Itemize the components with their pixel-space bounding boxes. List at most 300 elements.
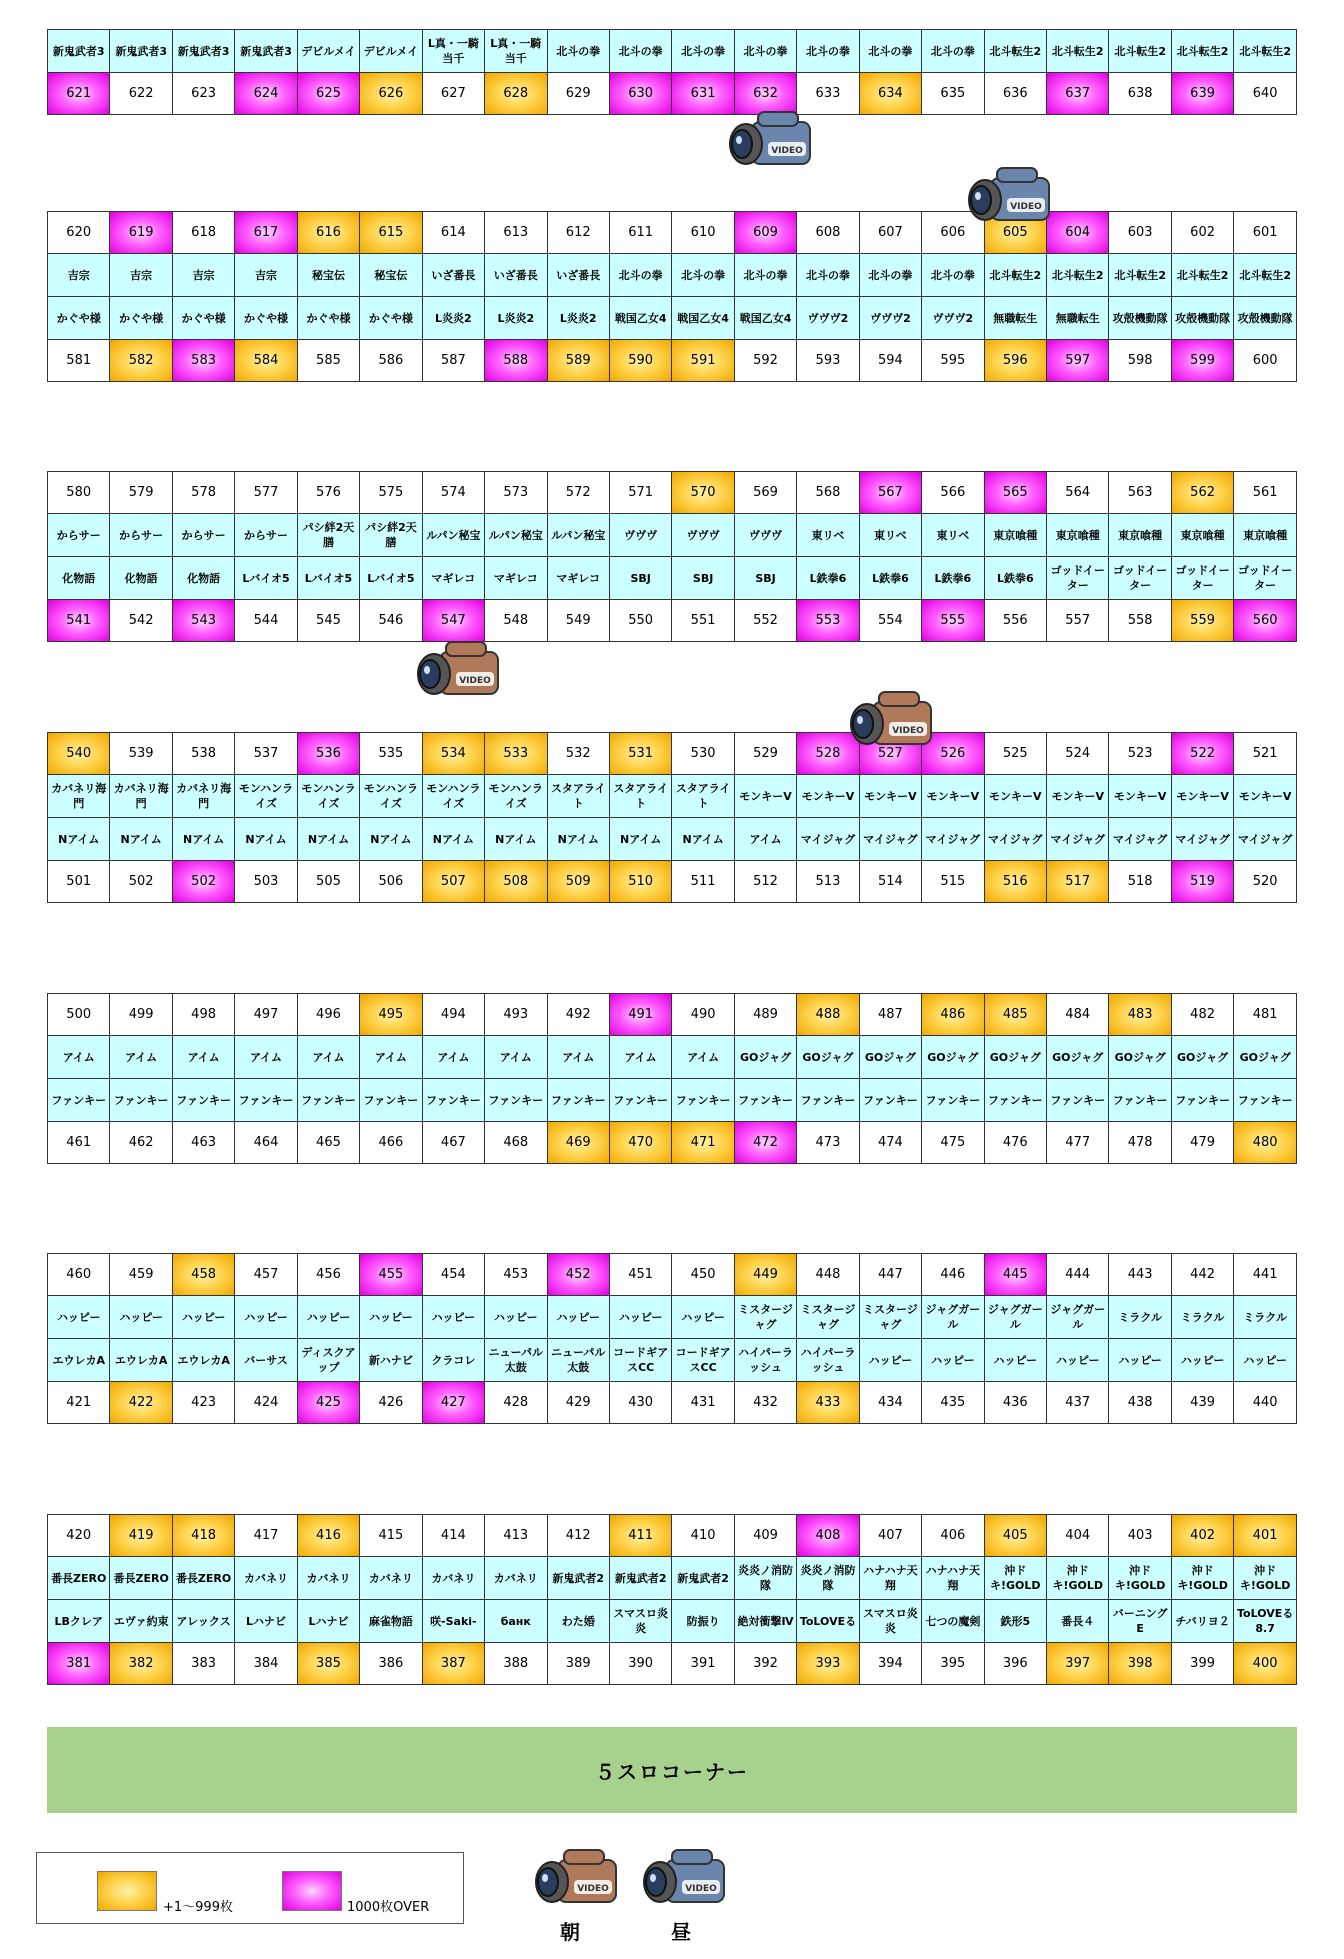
machine-number-cell: 476 <box>984 1122 1046 1164</box>
machine-name-cell: 新鬼武者2 <box>672 1557 734 1600</box>
machine-number-cell: 479 <box>1171 1122 1233 1164</box>
machine-number-cell: 500 <box>48 994 110 1036</box>
machine-name-cell: ゴッドイーター <box>1171 557 1233 600</box>
machine-name-cell: マイジャグ <box>1234 818 1297 861</box>
machine-number-cell: 552 <box>734 600 796 642</box>
machine-number-cell: 485 <box>984 994 1046 1036</box>
machine-name-cell: ヴヴヴ <box>734 514 796 557</box>
machine-number-cell: 409 <box>734 1515 796 1557</box>
machine-name-cell: アイム <box>297 1036 359 1079</box>
machine-number-cell: 576 <box>297 472 359 514</box>
machine-name-cell: カバネリ <box>235 1557 297 1600</box>
machine-name-cell: 攻殻機動隊 <box>1234 297 1297 340</box>
machine-name-cell: ハッピー <box>859 1339 921 1382</box>
machine-name-cell: スマスロ炎炎 <box>609 1600 671 1643</box>
machine-number-cell: 516 <box>984 861 1046 903</box>
machine-name-cell: マイジャグ <box>859 818 921 861</box>
machine-number-cell: 573 <box>485 472 547 514</box>
machine-name-cell: Lバイオ5 <box>360 557 422 600</box>
machine-number-cell: 577 <box>235 472 297 514</box>
machine-name-cell: ゴッドイーター <box>1234 557 1297 600</box>
machine-name-cell: わた婚 <box>547 1600 609 1643</box>
machine-number-cell: 382 <box>110 1643 172 1685</box>
machine-number-cell: 522 <box>1171 733 1233 775</box>
machine-name-cell: 秘宝伝 <box>297 254 359 297</box>
machine-number-cell: 467 <box>422 1122 484 1164</box>
machine-name-cell: コードギアスCC <box>672 1339 734 1382</box>
machine-number-cell: 440 <box>1234 1382 1297 1424</box>
machine-name-cell: モンハンライズ <box>297 775 359 818</box>
machine-number-cell: 615 <box>360 212 422 254</box>
machine-name-cell: ハッピー <box>672 1296 734 1339</box>
machine-name-cell: 北斗の拳 <box>797 254 859 297</box>
machine-number-cell: 520 <box>1234 861 1297 903</box>
machine-name-cell: かぐや様 <box>297 297 359 340</box>
machine-name-cell: 北斗の拳 <box>672 30 734 73</box>
machine-number-cell: 389 <box>547 1643 609 1685</box>
machine-name-row <box>48 30 1297 73</box>
machine-name-cell: ファンキー <box>172 1079 234 1122</box>
machine-number-cell: 477 <box>1047 1122 1109 1164</box>
machine-number-cell: 566 <box>922 472 984 514</box>
machine-name-cell: ファンキー <box>609 1079 671 1122</box>
machine-name-cell: L炎炎2 <box>422 297 484 340</box>
machine-name-cell: ファンキー <box>360 1079 422 1122</box>
machine-name-cell: カバネリ海門 <box>172 775 234 818</box>
machine-number-cell: 557 <box>1047 600 1109 642</box>
machine-number-cell: 442 <box>1171 1254 1233 1296</box>
machine-name-cell: GOジャグ <box>734 1036 796 1079</box>
machine-name-cell: バーサス <box>235 1339 297 1382</box>
machine-number-cell: 600 <box>1234 340 1297 382</box>
machine-name-cell: デビルメイ <box>297 30 359 73</box>
machine-table <box>47 1253 1297 1424</box>
machine-number-cell: 575 <box>360 472 422 514</box>
machine-number-cell: 569 <box>734 472 796 514</box>
machine-name-cell: コードギアスCC <box>609 1339 671 1382</box>
machine-number-cell: 466 <box>360 1122 422 1164</box>
machine-number-cell: 578 <box>172 472 234 514</box>
machine-name-cell: チバリヨ２ <box>1171 1600 1233 1643</box>
machine-number-cell: 585 <box>297 340 359 382</box>
machine-name-cell: 北斗転生2 <box>1234 254 1297 297</box>
machine-number-cell: 486 <box>922 994 984 1036</box>
machine-number-row <box>48 212 1297 254</box>
machine-name-cell: カバネリ海門 <box>110 775 172 818</box>
machine-number-cell: 580 <box>48 472 110 514</box>
machine-number-cell: 415 <box>360 1515 422 1557</box>
machine-number-cell: 529 <box>734 733 796 775</box>
machine-number-cell: 553 <box>797 600 859 642</box>
machine-name-cell: カバネリ <box>360 1557 422 1600</box>
machine-table <box>47 471 1297 642</box>
machine-number-cell: 621 <box>48 73 110 115</box>
machine-name-cell: Nアイム <box>297 818 359 861</box>
machine-name-cell: 北斗の拳 <box>547 30 609 73</box>
machine-name-cell: アイム <box>734 818 796 861</box>
machine-number-cell: 505 <box>297 861 359 903</box>
machine-number-cell: 465 <box>297 1122 359 1164</box>
machine-number-cell: 551 <box>672 600 734 642</box>
machine-number-cell: 561 <box>1234 472 1297 514</box>
machine-name-cell: 新鬼武者2 <box>547 1557 609 1600</box>
machine-name-cell: 北斗転生2 <box>1047 254 1109 297</box>
machine-number-cell: 493 <box>485 994 547 1036</box>
machine-number-cell: 464 <box>235 1122 297 1164</box>
machine-number-cell: 441 <box>1234 1254 1297 1296</box>
machine-name-cell: ハッピー <box>1109 1339 1171 1382</box>
machine-name-cell: SBJ <box>609 557 671 600</box>
machine-name-cell: かぐや様 <box>48 297 110 340</box>
machine-name-cell: 咲-Saki- <box>422 1600 484 1643</box>
machine-number-cell: 392 <box>734 1643 796 1685</box>
machine-number-cell: 510 <box>609 861 671 903</box>
machine-number-cell: 639 <box>1171 73 1233 115</box>
machine-number-cell: 398 <box>1109 1643 1171 1685</box>
machine-number-cell: 426 <box>360 1382 422 1424</box>
machine-name-cell: Nアイム <box>609 818 671 861</box>
machine-number-cell: 410 <box>672 1515 734 1557</box>
machine-number-cell: 475 <box>922 1122 984 1164</box>
slot-corner-banner: ５スロコーナー <box>47 1727 1297 1813</box>
machine-number-cell: 605 <box>984 212 1046 254</box>
machine-number-cell: 494 <box>422 994 484 1036</box>
machine-number-cell: 424 <box>235 1382 297 1424</box>
machine-number-cell: 511 <box>672 861 734 903</box>
machine-name-cell: 北斗転生2 <box>1171 254 1233 297</box>
machine-name-cell: ファンキー <box>1171 1079 1233 1122</box>
machine-name-cell: 無職転生 <box>1047 297 1109 340</box>
machine-number-cell: 547 <box>422 600 484 642</box>
machine-name-cell: 北斗の拳 <box>922 254 984 297</box>
machine-name-cell: ファンキー <box>422 1079 484 1122</box>
machine-number-cell: 508 <box>485 861 547 903</box>
machine-number-row <box>48 1515 1297 1557</box>
noon-camera-caption: 昼 <box>671 1920 691 1944</box>
machine-number-cell: 487 <box>859 994 921 1036</box>
machine-number-cell: 497 <box>235 994 297 1036</box>
machine-number-cell: 484 <box>1047 994 1109 1036</box>
machine-name-cell: 北斗の拳 <box>734 254 796 297</box>
machine-name-cell: Nアイム <box>172 818 234 861</box>
machine-number-cell: 411 <box>609 1515 671 1557</box>
machine-number-cell: 624 <box>235 73 297 115</box>
machine-number-cell: 397 <box>1047 1643 1109 1685</box>
machine-name-cell: アイム <box>609 1036 671 1079</box>
machine-name-cell: ルパン秘宝 <box>547 514 609 557</box>
machine-number-cell: 474 <box>859 1122 921 1164</box>
machine-name-cell: Nアイム <box>360 818 422 861</box>
machine-number-cell: 400 <box>1234 1643 1297 1685</box>
machine-number-cell: 626 <box>360 73 422 115</box>
machine-bank-6 <box>47 1253 1297 1424</box>
machine-number-cell: 394 <box>859 1643 921 1685</box>
machine-name-cell: ヴヴヴ2 <box>859 297 921 340</box>
machine-name-cell: ファンキー <box>859 1079 921 1122</box>
machine-number-cell: 572 <box>547 472 609 514</box>
machine-number-cell: 499 <box>110 994 172 1036</box>
machine-number-cell: 490 <box>672 994 734 1036</box>
machine-number-cell: 512 <box>734 861 796 903</box>
machine-number-cell: 568 <box>797 472 859 514</box>
machine-number-cell: 541 <box>48 600 110 642</box>
machine-number-cell: 548 <box>485 600 547 642</box>
machine-name-cell: ミスタージャグ <box>859 1296 921 1339</box>
machine-number-cell: 506 <box>360 861 422 903</box>
machine-name-cell: 戦国乙女4 <box>609 297 671 340</box>
machine-number-cell: 421 <box>48 1382 110 1424</box>
machine-name-cell: スタアライト <box>672 775 734 818</box>
machine-name-cell: 北斗の拳 <box>672 254 734 297</box>
machine-name-cell: モンキーV <box>1171 775 1233 818</box>
machine-number-cell: 406 <box>922 1515 984 1557</box>
machine-name-cell: かぐや様 <box>360 297 422 340</box>
machine-bank-7 <box>47 1514 1297 1685</box>
machine-name-cell: カバネリ <box>485 1557 547 1600</box>
machine-name-cell: 北斗転生2 <box>984 254 1046 297</box>
machine-name-cell: GOジャグ <box>1171 1036 1233 1079</box>
machine-name-cell: 北斗の拳 <box>859 254 921 297</box>
machine-number-cell: 640 <box>1234 73 1297 115</box>
machine-number-cell: 483 <box>1109 994 1171 1036</box>
machine-name-cell: 沖ドキ!GOLD <box>1109 1557 1171 1600</box>
machine-number-cell: 574 <box>422 472 484 514</box>
machine-name-cell: からサー <box>110 514 172 557</box>
machine-name-cell: ToLOVEる <box>797 1600 859 1643</box>
machine-name-cell: いざ番長 <box>485 254 547 297</box>
machine-name-cell: からサー <box>235 514 297 557</box>
machine-name-cell: ファンキー <box>922 1079 984 1122</box>
machine-number-cell: 611 <box>609 212 671 254</box>
machine-number-cell: 525 <box>984 733 1046 775</box>
machine-name-cell: ハナハナ天翔 <box>859 1557 921 1600</box>
machine-name-cell: L鉄拳6 <box>922 557 984 600</box>
machine-name-row <box>48 1339 1297 1382</box>
machine-name-cell: 新鬼武者3 <box>172 30 234 73</box>
machine-name-cell: アイム <box>485 1036 547 1079</box>
machine-name-cell: 戦国乙女4 <box>672 297 734 340</box>
machine-number-cell: 419 <box>110 1515 172 1557</box>
machine-number-row <box>48 340 1297 382</box>
svg-text:VIDEO: VIDEO <box>892 726 924 736</box>
machine-number-row <box>48 733 1297 775</box>
machine-number-cell: 478 <box>1109 1122 1171 1164</box>
machine-name-cell: ハイパーラッシュ <box>797 1339 859 1382</box>
machine-name-cell: 攻殻機動隊 <box>1109 297 1171 340</box>
machine-number-cell: 631 <box>672 73 734 115</box>
machine-number-cell: 480 <box>1234 1122 1297 1164</box>
machine-number-cell: 604 <box>1047 212 1109 254</box>
machine-name-cell: GOジャグ <box>1109 1036 1171 1079</box>
machine-number-cell: 403 <box>1109 1515 1171 1557</box>
machine-number-cell: 443 <box>1109 1254 1171 1296</box>
machine-name-cell: マギレコ <box>547 557 609 600</box>
machine-name-cell: 麻雀物語 <box>360 1600 422 1643</box>
machine-number-cell: 592 <box>734 340 796 382</box>
machine-number-cell: 384 <box>235 1643 297 1685</box>
machine-number-cell: 536 <box>297 733 359 775</box>
machine-name-cell: 絶対衝撃Ⅳ <box>734 1600 796 1643</box>
machine-name-cell: モンキーV <box>1047 775 1109 818</box>
machine-name-cell: アレックス <box>172 1600 234 1643</box>
machine-number-cell: 518 <box>1109 861 1171 903</box>
machine-number-cell: 544 <box>235 600 297 642</box>
machine-name-cell: ハナハナ天翔 <box>922 1557 984 1600</box>
machine-number-cell: 417 <box>235 1515 297 1557</box>
machine-number-row <box>48 1122 1297 1164</box>
machine-name-cell: 番長ZERO <box>48 1557 110 1600</box>
machine-name-row <box>48 297 1297 340</box>
machine-number-cell: 412 <box>547 1515 609 1557</box>
machine-number-cell: 435 <box>922 1382 984 1424</box>
machine-name-cell: エウレカA <box>48 1339 110 1382</box>
machine-name-cell: ファンキー <box>797 1079 859 1122</box>
machine-name-cell: モンキーV <box>922 775 984 818</box>
machine-number-row <box>48 1254 1297 1296</box>
machine-name-cell: アイム <box>360 1036 422 1079</box>
machine-number-cell: 501 <box>48 861 110 903</box>
machine-name-cell: Nアイム <box>485 818 547 861</box>
machine-number-cell: 386 <box>360 1643 422 1685</box>
machine-name-cell: 東京喰種 <box>984 514 1046 557</box>
machine-name-cell: 沖ドキ!GOLD <box>1171 1557 1233 1600</box>
machine-number-cell: 595 <box>922 340 984 382</box>
machine-name-cell: ファンキー <box>235 1079 297 1122</box>
machine-number-cell: 463 <box>172 1122 234 1164</box>
machine-name-cell: ハッピー <box>360 1296 422 1339</box>
machine-name-cell: 吉宗 <box>48 254 110 297</box>
machine-name-cell: Nアイム <box>547 818 609 861</box>
machine-table <box>47 993 1297 1164</box>
machine-name-cell: エウレカA <box>172 1339 234 1382</box>
machine-name-cell: 北斗の拳 <box>734 30 796 73</box>
machine-name-cell: GOジャグ <box>797 1036 859 1079</box>
machine-name-cell: アイム <box>672 1036 734 1079</box>
machine-name-cell: ヴヴヴ <box>609 514 671 557</box>
machine-table <box>47 211 1297 382</box>
machine-name-cell: デビルメイ <box>360 30 422 73</box>
machine-name-cell: ハッピー <box>235 1296 297 1339</box>
machine-bank-3 <box>47 471 1297 642</box>
machine-number-cell: 630 <box>609 73 671 115</box>
machine-name-cell: アイム <box>110 1036 172 1079</box>
machine-number-cell: 581 <box>48 340 110 382</box>
machine-name-cell: ヴヴヴ2 <box>797 297 859 340</box>
machine-number-cell: 381 <box>48 1643 110 1685</box>
machine-number-cell: 530 <box>672 733 734 775</box>
machine-name-cell: マイジャグ <box>1109 818 1171 861</box>
machine-number-cell: 414 <box>422 1515 484 1557</box>
machine-number-cell: 563 <box>1109 472 1171 514</box>
machine-name-cell: ミスタージャグ <box>734 1296 796 1339</box>
machine-number-cell: 514 <box>859 861 921 903</box>
machine-name-cell: 化物語 <box>48 557 110 600</box>
machine-name-cell: ハッピー <box>1047 1339 1109 1382</box>
svg-text:VIDEO: VIDEO <box>577 1884 609 1894</box>
machine-name-cell: スタアライト <box>547 775 609 818</box>
machine-name-cell: 炎炎ノ消防隊 <box>734 1557 796 1600</box>
machine-number-cell: 457 <box>235 1254 297 1296</box>
machine-name-cell: モンハンライズ <box>422 775 484 818</box>
machine-name-cell: 新鬼武者3 <box>235 30 297 73</box>
machine-number-cell: 628 <box>485 73 547 115</box>
machine-name-cell: ファンキー <box>734 1079 796 1122</box>
machine-number-cell: 496 <box>297 994 359 1036</box>
machine-name-cell: ハッピー <box>984 1339 1046 1382</box>
machine-name-cell: ゴッドイーター <box>1047 557 1109 600</box>
machine-number-cell: 539 <box>110 733 172 775</box>
machine-number-cell: 594 <box>859 340 921 382</box>
machine-name-cell: ミラクル <box>1234 1296 1297 1339</box>
machine-name-cell: ファンキー <box>547 1079 609 1122</box>
machine-number-cell: 589 <box>547 340 609 382</box>
machine-number-cell: 545 <box>297 600 359 642</box>
machine-name-cell: いざ番長 <box>422 254 484 297</box>
machine-number-cell: 425 <box>297 1382 359 1424</box>
machine-name-row <box>48 775 1297 818</box>
machine-name-cell: 秘宝伝 <box>360 254 422 297</box>
machine-number-cell: 431 <box>672 1382 734 1424</box>
machine-name-cell: Nアイム <box>48 818 110 861</box>
machine-number-cell: 599 <box>1171 340 1233 382</box>
machine-name-cell: バーニングE <box>1109 1600 1171 1643</box>
legend-plus-swatch <box>97 1871 157 1911</box>
machine-number-cell: 430 <box>609 1382 671 1424</box>
machine-name-cell: ファンキー <box>48 1079 110 1122</box>
machine-name-cell: エウレカA <box>110 1339 172 1382</box>
machine-name-cell: アイム <box>48 1036 110 1079</box>
machine-name-cell: ミラクル <box>1171 1296 1233 1339</box>
machine-name-cell: 防振り <box>672 1600 734 1643</box>
machine-name-cell: 番長ZERO <box>110 1557 172 1600</box>
machine-number-cell: 550 <box>609 600 671 642</box>
machine-name-cell: ジャグガール <box>984 1296 1046 1339</box>
legend-over-label: 1000枚OVER <box>347 1900 430 1915</box>
machine-number-cell: 420 <box>48 1515 110 1557</box>
machine-name-cell: L炎炎2 <box>485 297 547 340</box>
machine-name-cell: 北斗の拳 <box>609 30 671 73</box>
machine-name-cell: SBJ <box>672 557 734 600</box>
machine-name-row <box>48 1557 1297 1600</box>
machine-number-cell: 509 <box>547 861 609 903</box>
noon-video-camera-icon <box>638 1838 730 1918</box>
machine-name-cell: ヴヴヴ2 <box>922 297 984 340</box>
machine-number-cell: 519 <box>1171 861 1233 903</box>
machine-number-cell: 407 <box>859 1515 921 1557</box>
machine-table <box>47 29 1297 115</box>
machine-number-cell: 459 <box>110 1254 172 1296</box>
machine-name-cell: Nアイム <box>672 818 734 861</box>
machine-number-cell: 616 <box>297 212 359 254</box>
machine-number-cell: 418 <box>172 1515 234 1557</box>
machine-number-cell: 393 <box>797 1643 859 1685</box>
machine-number-cell: 583 <box>172 340 234 382</box>
machine-name-cell: スマスロ炎炎 <box>859 1600 921 1643</box>
machine-name-cell: マイジャグ <box>1171 818 1233 861</box>
legend <box>36 1852 464 1924</box>
machine-number-cell: 629 <box>547 73 609 115</box>
machine-name-cell: カバネリ <box>297 1557 359 1600</box>
machine-name-cell: 新鬼武者3 <box>110 30 172 73</box>
morning-video-camera-icon <box>412 630 504 710</box>
machine-number-cell: 462 <box>110 1122 172 1164</box>
machine-number-cell: 596 <box>984 340 1046 382</box>
machine-number-cell: 422 <box>110 1382 172 1424</box>
machine-number-cell: 444 <box>1047 1254 1109 1296</box>
machine-name-cell: ジャグガール <box>922 1296 984 1339</box>
machine-name-cell: L真・一騎当千 <box>422 30 484 73</box>
machine-number-cell: 637 <box>1047 73 1109 115</box>
